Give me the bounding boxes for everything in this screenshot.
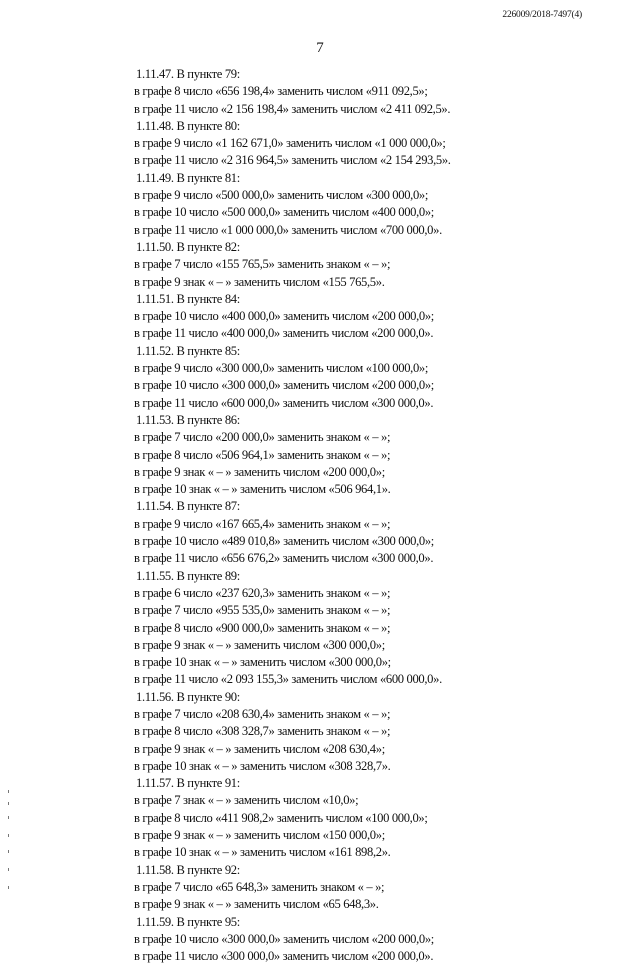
clause-heading: 1.11.57. В пункте 91:	[136, 776, 240, 791]
amendment-line: в графе 10 число «300 000,0» заменить числом «200 000,0»;	[134, 931, 434, 946]
amendment-line: в графе 7 число «955 535,0» заменить знаком « – »;	[134, 603, 391, 618]
amendment-line: в графе 8 число «656 198,4» заменить числом «911 092,5»;	[134, 84, 428, 99]
amendment-line: в графе 9 число «300 000,0» заменить числом «100 000,0»;	[134, 361, 428, 376]
amendment-line: в графе 11 число «2 316 964,5» заменить числом «2 154 293,5».	[134, 153, 451, 168]
amendment-line: в графе 11 число «600 000,0» заменить числом «300 000,0».	[134, 395, 434, 410]
amendment-line: в графе 10 число «500 000,0» заменить числом «400 000,0»;	[134, 205, 434, 220]
clause-heading: 1.11.48. В пункте 80:	[136, 118, 240, 133]
clause-heading: 1.11.47. В пункте 79:	[136, 67, 240, 81]
amendment-line: в графе 11 число «2 093 155,3» заменить числом «600 000,0».	[134, 672, 442, 687]
amendment-line: в графе 9 число «167 665,4» заменить знаком « – »;	[134, 516, 391, 531]
amendment-line: в графе 11 число «656 676,2» заменить числом «300 000,0».	[134, 551, 434, 566]
amendment-line: в графе 7 число «155 765,5» заменить знаком « – »;	[134, 257, 391, 272]
clause-heading: 1.11.49. В пункте 81:	[136, 170, 240, 185]
clause-heading: 1.11.56. В пункте 90:	[136, 689, 240, 704]
amendment-line: в графе 7 число «208 630,4» заменить знаком « – »;	[134, 706, 391, 721]
amendment-line: в графе 10 число «489 010,8» заменить числом «300 000,0»;	[134, 534, 434, 549]
amendment-line: в графе 10 число «300 000,0» заменить числом «200 000,0»;	[134, 378, 434, 393]
clause-heading: 1.11.52. В пункте 85:	[136, 343, 240, 358]
document-body	[134, 66, 604, 965]
amendment-line: в графе 9 число «1 162 671,0» заменить числом «1 000 000,0»;	[134, 136, 446, 151]
amendment-line: в графе 9 знак « – » заменить числом «150 000,0»;	[134, 828, 385, 843]
amendment-line: в графе 9 число «500 000,0» заменить числом «300 000,0»;	[134, 188, 428, 203]
amendment-line: в графе 9 знак « – » заменить числом «65 648,3».	[134, 897, 379, 912]
clause-heading: 1.11.59. В пункте 95:	[136, 914, 240, 929]
amendment-line: в графе 10 знак « – » заменить числом «300 000,0»;	[134, 655, 391, 670]
amendment-line: в графе 10 знак « – » заменить числом «308 328,7».	[134, 758, 391, 773]
clause-heading: 1.11.58. В пункте 92:	[136, 862, 240, 877]
amendment-line: в графе 11 число «400 000,0» заменить числом «200 000,0».	[134, 326, 434, 341]
amendment-line: в графе 7 знак « – » заменить числом «10,0»;	[134, 793, 359, 808]
amendment-line: в графе 8 число «308 328,7» заменить знаком « – »;	[134, 724, 391, 739]
margin-scan-marks	[8, 790, 10, 890]
clause-heading: 1.11.54. В пункте 87:	[136, 499, 240, 514]
clause-heading: 1.11.55. В пункте 89:	[136, 568, 240, 583]
amendment-line: в графе 9 знак « – » заменить числом «208 630,4»;	[134, 741, 385, 756]
amendment-line: в графе 10 знак « – » заменить числом «506 964,1».	[134, 482, 391, 497]
amendment-line: в графе 9 знак « – » заменить числом «300 000,0»;	[134, 637, 385, 652]
amendment-line: в графе 10 число «400 000,0» заменить числом «200 000,0»;	[134, 309, 434, 324]
clause-heading: 1.11.53. В пункте 86:	[136, 412, 240, 427]
amendment-line: в графе 11 число «300 000,0» заменить числом «200 000,0».	[134, 949, 434, 964]
amendment-line: в графе 10 знак « – » заменить числом «161 898,2».	[134, 845, 391, 860]
amendment-line: в графе 8 число «506 964,1» заменить знаком « – »;	[134, 447, 391, 462]
amendment-line: в графе 8 число «900 000,0» заменить знаком « – »;	[134, 620, 391, 635]
amendment-line: в графе 9 знак « – » заменить числом «200 000,0»;	[134, 464, 385, 479]
clause-heading: 1.11.51. В пункте 84:	[136, 291, 240, 306]
clause-heading: 1.11.50. В пункте 82:	[136, 239, 240, 254]
amendment-line: в графе 7 число «200 000,0» заменить знаком « – »;	[134, 430, 391, 445]
document-code: 226009/2018-7497(4)	[502, 10, 582, 20]
amendment-line: в графе 6 число «237 620,3» заменить знаком « – »;	[134, 585, 391, 600]
amendment-line: в графе 11 число «2 156 198,4» заменить числом «2 411 092,5».	[134, 101, 451, 116]
amendment-line: в графе 7 число «65 648,3» заменить знаком « – »;	[134, 879, 385, 894]
amendment-line: в графе 9 знак « – » заменить числом «155 765,5».	[134, 274, 385, 289]
amendment-line: в графе 8 число «411 908,2» заменить числом «100 000,0»;	[134, 810, 428, 825]
amendment-line: в графе 11 число «1 000 000,0» заменить числом «700 000,0».	[134, 222, 442, 237]
page-number: 7	[316, 40, 324, 56]
